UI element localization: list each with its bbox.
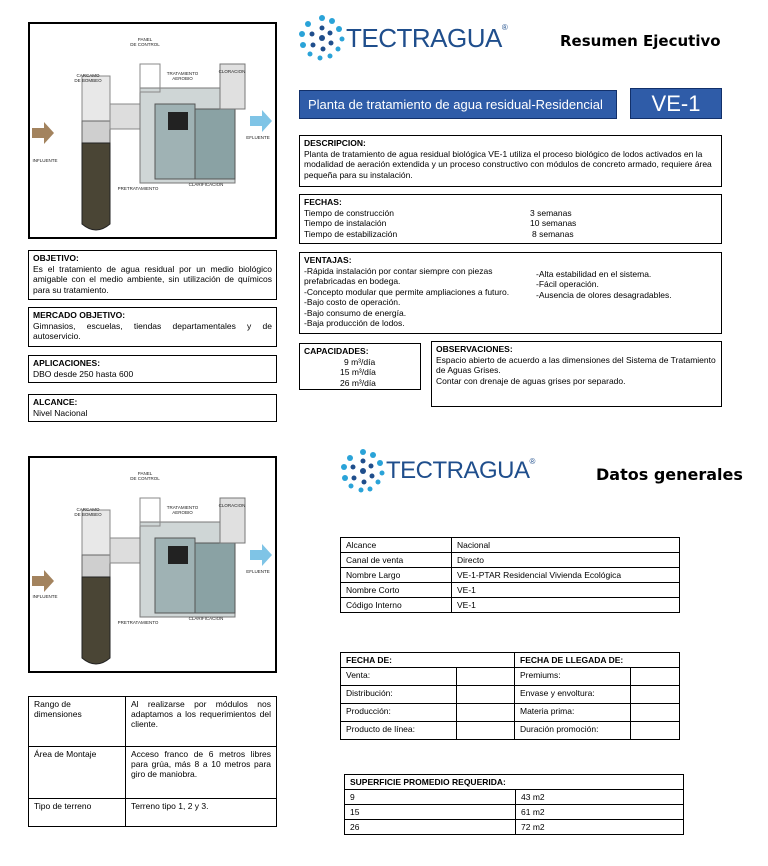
fechas-row: Tiempo de estabilización 8 semanas (304, 228, 574, 239)
table-row: Área de Montaje Acceso franco de 6 metros libres para grúa, más 8 a 10 metros para giro de maniobra. (29, 747, 277, 799)
capacidades-box (299, 343, 421, 390)
ventaja-item: -Baja producción de lodos. (304, 318, 405, 328)
ventaja-item: -Ausencia de olores desagradables. (536, 289, 672, 300)
diagram-label-pretratamiento: PRETRATAMIENTO (117, 186, 159, 191)
table-header-row: SUPERFICIE PROMEDIO REQUERIDA: (345, 775, 684, 790)
plant-diagram (28, 22, 277, 239)
plant-diagram-2 (28, 456, 277, 673)
diagram-label-carcamo: CARCAMO DE BOMBEO (74, 73, 102, 83)
ventajas-left (304, 266, 536, 329)
ventajas-label: VENTAJAS: (304, 255, 352, 265)
specs-table (28, 696, 277, 827)
code-badge-text: VE-1 (651, 91, 701, 116)
page1-heading: Resumen Ejecutivo (560, 32, 721, 50)
table-row: Venta: Premiums: (341, 668, 680, 686)
table-row: 26 72 m2 (345, 820, 684, 835)
ventaja-item: -Concepto modular que permite ampliaciones a futuro. (304, 286, 510, 297)
table-row: Nombre Corto VE-1 (341, 583, 680, 598)
water-drops-icon (298, 14, 346, 62)
capacidad-item: 9 m³/día (344, 356, 376, 367)
plant-diagram-2-graphic (30, 458, 275, 671)
aplicaciones-text: DBO desde 250 hasta 600 (33, 368, 134, 379)
brand-name-2: TECTRAGUA® (386, 457, 535, 484)
table-row: Canal de venta Directo (341, 553, 680, 568)
mercado-text: Gimnasios, escuelas, tiendas departamentales y de autoservicio. (33, 320, 272, 341)
diagram-label-pretratamiento: PRETRATAMIENTO (117, 620, 159, 625)
ventajas-box (299, 252, 722, 334)
alcance-box (28, 394, 277, 422)
diagram-label-carcamo: CARCAMO DE BOMBEO (74, 507, 102, 517)
brand-name: TECTRAGUA® (346, 22, 508, 53)
diagram-label-efluente: EFLUENTE (246, 135, 270, 140)
diagram-label-influente: INFLUENTE (32, 158, 58, 163)
objetivo-box (28, 250, 277, 300)
diagram-label-tratamiento: TRATAMIENTO AEROBIO (166, 505, 199, 515)
capacidad-item: 15 m³/día (340, 367, 376, 377)
table-row: Código Interno VE-1 (341, 598, 680, 613)
diagram-label-efluente: EFLUENTE (246, 569, 270, 574)
ventaja-item: -Bajo consumo de energía. (304, 307, 407, 318)
capacidades-label: CAPACIDADES: (304, 346, 369, 356)
ventajas-right (536, 266, 672, 329)
table-row: 15 61 m2 (345, 805, 684, 820)
table-row: Tipo de terreno Terreno tipo 1, 2 y 3. (29, 799, 277, 827)
ventaja-item: -Alta estabilidad en el sistema. (536, 268, 652, 279)
diagram-label-influente: INFLUENTE (32, 594, 58, 599)
table-row: Producción: Materia prima: (341, 704, 680, 722)
ventaja-item: -Fácil operación. (536, 279, 599, 289)
table-header-row: FECHA DE: FECHA DE LLEGADA DE: (341, 653, 680, 668)
title-bar-text: Planta de tratamiento de agua residual-Residencial (308, 97, 603, 112)
diagram-label-clarificacion: CLARIFICACION (188, 616, 224, 621)
fechas-table (340, 652, 680, 740)
ventaja-item: -Bajo costo de operación. (304, 297, 401, 307)
fechas-row: Tiempo de instalación 10 semanas (304, 218, 577, 228)
diagram-label-panel: PANEL DE CONTROL (130, 471, 160, 481)
diagram-label-cloracion: CLORACION (218, 503, 246, 508)
fechas-box (299, 194, 722, 244)
table-row: Producto de línea: Duración promoción: (341, 722, 680, 740)
superficie-table (344, 774, 684, 835)
plant-diagram-graphic (30, 24, 275, 237)
observacion-line: Espacio abierto de acuerdo a las dimensiones del Sistema de Tratamiento de Aguas Grises. (436, 354, 716, 375)
objetivo-label: OBJETIVO: (33, 253, 79, 263)
aplicaciones-box (28, 355, 277, 383)
title-bar (299, 90, 617, 119)
descripcion-text: Planta de tratamiento de agua residual biológica VE-1 utiliza el proceso biológico de lodos activados en la modalidad de aeración extendida y un proceso constructivo con módulos de concreto armado, requiere área pequeña para su instalación. (304, 148, 712, 180)
page2-heading: Datos generales (596, 465, 743, 484)
alcance-text: Nivel Nacional (33, 407, 88, 418)
ventaja-item: -Rápida instalación por contar siempre con piezas prefabricadas en bodega. (304, 265, 493, 286)
diagram-label-panel: PANEL DE CONTROL (130, 37, 160, 47)
descripcion-box (299, 135, 722, 187)
observacion-line: Contar con drenaje de aguas grises por separado. (436, 375, 626, 386)
brand-logo (298, 14, 507, 62)
mercado-label: MERCADO OBJETIVO: (33, 310, 126, 320)
table-row: 9 43 m2 (345, 790, 684, 805)
descripcion-label: DESCRIPCION: (304, 138, 366, 148)
brand-logo-2 (340, 448, 535, 494)
water-drops-icon (340, 448, 386, 494)
code-badge (630, 88, 722, 119)
table-row: Nombre Largo VE-1-PTAR Residencial Vivienda Ecológica (341, 568, 680, 583)
diagram-label-tratamiento: TRATAMIENTO AEROBIO (166, 71, 199, 81)
observaciones-label: OBSERVACIONES: (436, 344, 513, 354)
fechas-label: FECHAS: (304, 197, 342, 207)
objetivo-text: Es el tratamiento de agua residual por un medio biológico amigable con el medio ambiente, sin utilización de químicos para su tratamiento. (33, 263, 272, 295)
aplicaciones-label: APLICACIONES: (33, 358, 101, 368)
diagram-label-cloracion: CLORACION (218, 69, 246, 74)
table-row: Alcance Nacional (341, 538, 680, 553)
capacidad-item: 26 m³/día (340, 377, 376, 388)
table-row: Distribución: Envase y envoltura: (341, 686, 680, 704)
observaciones-box (431, 341, 722, 407)
fechas-row: Tiempo de construcción 3 semanas (304, 207, 572, 218)
general-table (340, 537, 680, 613)
alcance-label: ALCANCE: (33, 397, 78, 407)
table-row: Rango de dimensiones Al realizarse por módulos nos adaptamos a los requerimientos del cliente. (29, 697, 277, 747)
diagram-label-clarificacion: CLARIFICACION (188, 182, 224, 187)
mercado-box (28, 307, 277, 347)
